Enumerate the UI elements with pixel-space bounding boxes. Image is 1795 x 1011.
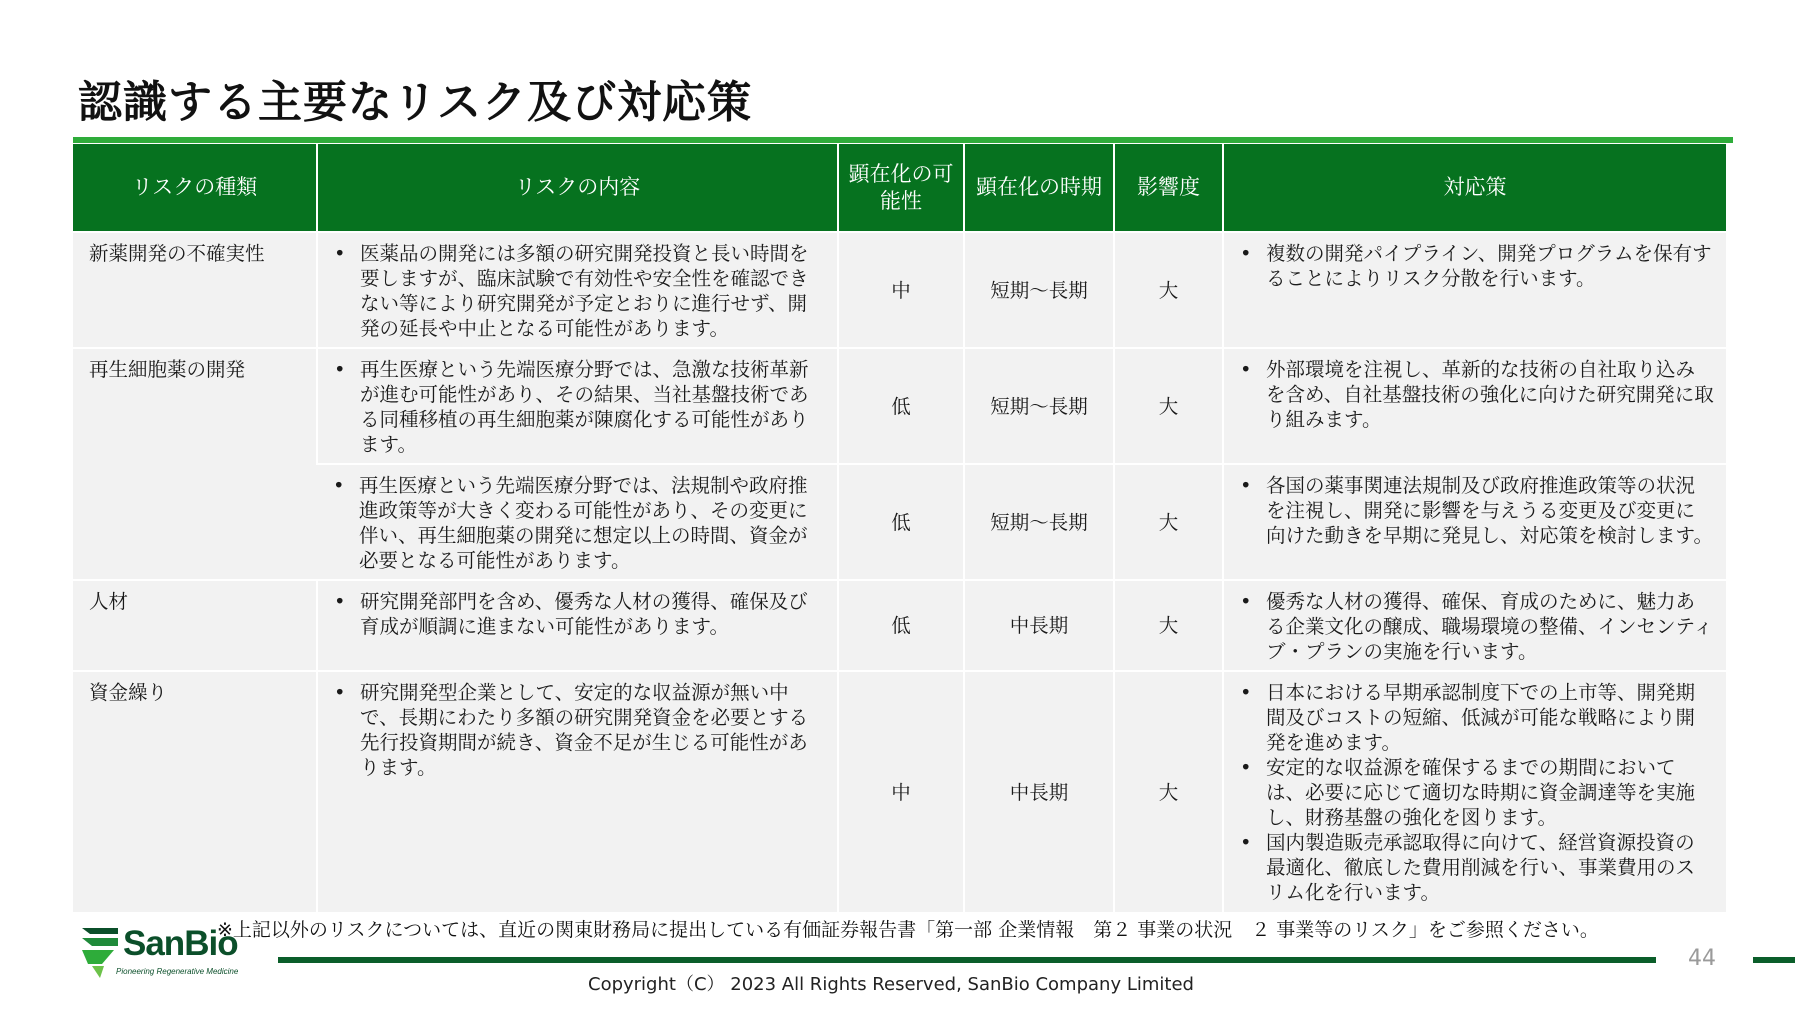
response-cell xyxy=(1223,671,1726,912)
footer-rule-right xyxy=(1753,957,1795,963)
table-header-row xyxy=(73,144,1726,232)
logo-name: SanBio xyxy=(123,924,238,963)
header-risk-type: リスクの種類 xyxy=(73,144,317,232)
impact-cell: 大 xyxy=(1114,464,1223,580)
response-cell xyxy=(1223,580,1726,671)
timing-cell: 短期～長期 xyxy=(964,348,1114,464)
list-item: • 各国の薬事関連法規制及び政府推進政策等の状況を注視し、開発に影響を与えうる変更及び変更に向けた動きを早期に発見し、対応策を検討します。 xyxy=(1266,473,1714,548)
risk-content-cell xyxy=(317,464,838,580)
header-probability: 顕在化の可能性 xyxy=(838,144,964,232)
risk-type-cell: 人材 xyxy=(73,580,317,671)
logo-tagline: Pioneering Regenerative Medicine xyxy=(116,967,239,976)
title-underline xyxy=(73,137,1733,143)
risk-type-cell: 再生細胞薬の開発 xyxy=(73,348,317,580)
footer-rule xyxy=(278,957,1656,963)
page-number: 44 xyxy=(1688,946,1716,971)
list-item: • 医薬品の開発には多額の研究開発投資と長い時間を要しますが、臨床試験で有効性や安全性を確認できない等により研究開発が予定とおりに進行せず、開発の延長や中止となる可能性があります。 xyxy=(360,241,825,341)
list-item: • 外部環境を注視し、革新的な技術の自社取り込みを含め、自社基盤技術の強化に向けた研究開発に取り組みます。 xyxy=(1266,357,1714,432)
impact-cell: 大 xyxy=(1114,348,1223,464)
list-item: • 日本における早期承認制度下での上市等、開発期間及びコストの短縮、低減が可能な戦略により開発を進めます。 xyxy=(1266,680,1714,755)
timing-cell: 短期～長期 xyxy=(964,464,1114,580)
impact-cell: 大 xyxy=(1114,671,1223,912)
probability-cell: 低 xyxy=(838,464,964,580)
header-response: 対応策 xyxy=(1223,144,1726,232)
list-item: • 再生医療という先端医療分野では、急激な技術革新が進む可能性があり、その結果、当社基盤技術である同種移植の再生細胞薬が陳腐化する可能性があります。 xyxy=(360,357,825,457)
table-row xyxy=(73,232,1726,348)
header-risk-content: リスクの内容 xyxy=(317,144,838,232)
footnote: ※上記以外のリスクについては、直近の関東財務局に提出している有価証券報告書「第一部 企業情報 第２ 事業の状況 ２ 事業等のリスク」をご参照ください。 xyxy=(217,919,1599,941)
risk-content-cell xyxy=(317,580,838,671)
probability-cell: 低 xyxy=(838,348,964,464)
risk-table xyxy=(73,144,1726,912)
risk-type-cell: 新薬開発の不確実性 xyxy=(73,232,317,348)
table-row xyxy=(73,348,1726,464)
risk-content-cell xyxy=(317,671,838,912)
list-item: • 再生医療という先端医療分野では、法規制や政府推進政策等が大きく変わる可能性があり、その変更に伴い、再生細胞薬の開発に想定以上の時間、資金が必要となる可能性があります。 xyxy=(359,473,825,573)
list-item: • 研究開発型企業として、安定的な収益源が無い中で、長期にわたり多額の研究開発資金を必要とする先行投資期間が続き、資金不足が生じる可能性があります。 xyxy=(360,680,825,780)
impact-cell: 大 xyxy=(1114,232,1223,348)
table-row xyxy=(73,671,1726,912)
list-item: • 国内製造販売承認取得に向けて、経営資源投資の最適化、徹底した費用削減を行い、事業費用のスリム化を行います。 xyxy=(1266,830,1714,905)
probability-cell: 中 xyxy=(838,671,964,912)
header-timing: 顕在化の時期 xyxy=(964,144,1114,232)
response-cell xyxy=(1223,464,1726,580)
table-row xyxy=(73,580,1726,671)
risk-type-cell: 資金繰り xyxy=(73,671,317,912)
copyright: Copyright（C） 2023 All Rights Reserved, SanBio Company Limited xyxy=(588,974,1194,995)
probability-cell: 中 xyxy=(838,232,964,348)
timing-cell: 中長期 xyxy=(964,580,1114,671)
list-item: • 複数の開発パイプライン、開発プログラムを保有することによりリスク分散を行います。 xyxy=(1266,241,1714,291)
response-cell xyxy=(1223,232,1726,348)
list-item: • 優秀な人材の獲得、確保、育成のために、魅力ある企業文化の醸成、職場環境の整備、インセンティブ・プランの実施を行います。 xyxy=(1266,589,1714,664)
response-cell xyxy=(1223,348,1726,464)
list-item: • 安定的な収益源を確保するまでの期間においては、必要に応じて適切な時期に資金調達等を実施し、財務基盤の強化を図ります。 xyxy=(1266,755,1714,830)
impact-cell: 大 xyxy=(1114,580,1223,671)
header-impact: 影響度 xyxy=(1114,144,1223,232)
risk-content-cell xyxy=(317,232,838,348)
company-logo xyxy=(78,920,258,982)
timing-cell: 短期～長期 xyxy=(964,232,1114,348)
probability-cell: 低 xyxy=(838,580,964,671)
table-row xyxy=(73,464,1726,580)
timing-cell: 中長期 xyxy=(964,671,1114,912)
page-title: 認識する主要なリスク及び対応策 xyxy=(78,77,753,128)
risk-content-cell xyxy=(317,348,838,464)
list-item: • 研究開発部門を含め、優秀な人材の獲得、確保及び育成が順調に進まない可能性があります。 xyxy=(360,589,825,639)
